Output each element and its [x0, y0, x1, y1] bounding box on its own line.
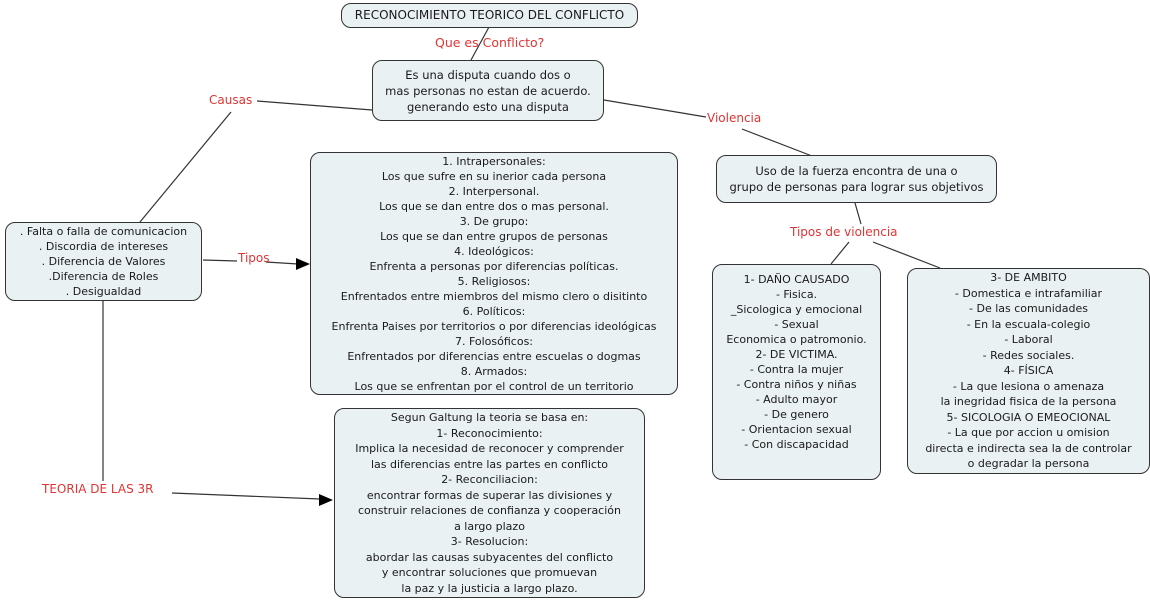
link-causas-causes-box [140, 112, 231, 222]
label-causas[interactable]: Causas [209, 93, 253, 107]
title-text: RECONOCIMIENTO TEORICO DEL CONFLICTO [354, 8, 625, 22]
label-teoria-de-las-3r[interactable]: TEORIA DE LAS 3R [42, 482, 154, 496]
causes-node[interactable]: . Falta o falla de comunicacion . Discordia de intereses . Diferencia de Valores .Diferencia de Roles . Desigualdad [5, 222, 202, 301]
link-violencia-violence-box [742, 129, 812, 156]
label-violencia[interactable]: Violencia [707, 111, 762, 125]
link-definition-violencia [604, 100, 706, 117]
conflict-types-node[interactable]: 1. Intrapersonales: Los que sufre en su inerior cada persona 2. Interpersonal. Los que se dan entre dos o mas personal. 3. De grupo: Los que se dan entre grupos de personas 4. Ideológicos: Enfrenta a personas por diferencias políticas. 5. Religiosos: Enfrentados entre miembros del mismo clero o disitinto 6. Políticos: Enfrenta Paises por territorios o por diferencias ideológicas 7. Folosóficos: Enfrentados por diferencias entre escuelas o dogmas 8. Armados: Los que se enfrentan por el control de un territorio [310, 152, 678, 395]
definition-node[interactable]: Es una disputa cuando dos o mas personas no estan de acuerdo. generando esto una disputa [372, 60, 604, 121]
link-causes-tipos [203, 260, 237, 261]
link-teoria-galtung [172, 493, 320, 499]
link-tipos-violencia-scope [873, 242, 940, 268]
link-definition-causas [257, 101, 372, 110]
galtung-3r-node[interactable]: Segun Galtung la teoria se basa en: 1- Reconocimiento: Implica la necesidad de reconocer y comprender las diferencias entre las partes en conflicto 2- Reconciliacion: encontrar formas de superar las divisiones y construir relaciones de confianza y cooperación a largo plazo 3- Resolucion: abordar las causas subyacentes del conflicto y encontrar soluciones que promuevan la paz y la justicia a largo plazo. [334, 408, 645, 598]
label-que-es-conflicto[interactable]: Que es Conflicto? [435, 35, 545, 50]
label-tipos-de-violencia[interactable]: Tipos de violencia [790, 225, 898, 239]
arrowhead-tipos [296, 258, 310, 270]
link-violence-tipos-violencia [855, 203, 861, 224]
link-tipos-types-box [266, 262, 298, 264]
arrowhead-teoria [319, 494, 333, 506]
violence-scope-node[interactable]: 3- DE AMBITO - Domestica e intrafamiliar - De las comunidades - En la escuala-colegio - Laboral - Redes sociales. 4- FÍSICA - La que lesiona o amenaza la inegridad fisica de la persona 5- SICOLOGIA O EMEOCIONAL - La que por accion u omision directa e indirecta sea la de controlar o degradar la persona [907, 268, 1150, 474]
link-tipos-violencia-damage [831, 242, 849, 264]
title-node[interactable] [341, 3, 638, 28]
label-tipos[interactable]: Tipos [238, 251, 270, 265]
violence-definition-node[interactable]: Uso de la fuerza encontra de una o grupo de personas para lograr sus objetivos [716, 155, 997, 203]
violence-damage-victim-node[interactable]: 1- DAÑO CAUSADO - Fisica. _Sicologica y emocional - Sexual Economica o patromonio. 2- DE VICTIMA. - Contra la mujer - Contra niños y niñas - Adulto mayor - De genero - Orientacion sexual - Con discapacidad [712, 264, 881, 480]
